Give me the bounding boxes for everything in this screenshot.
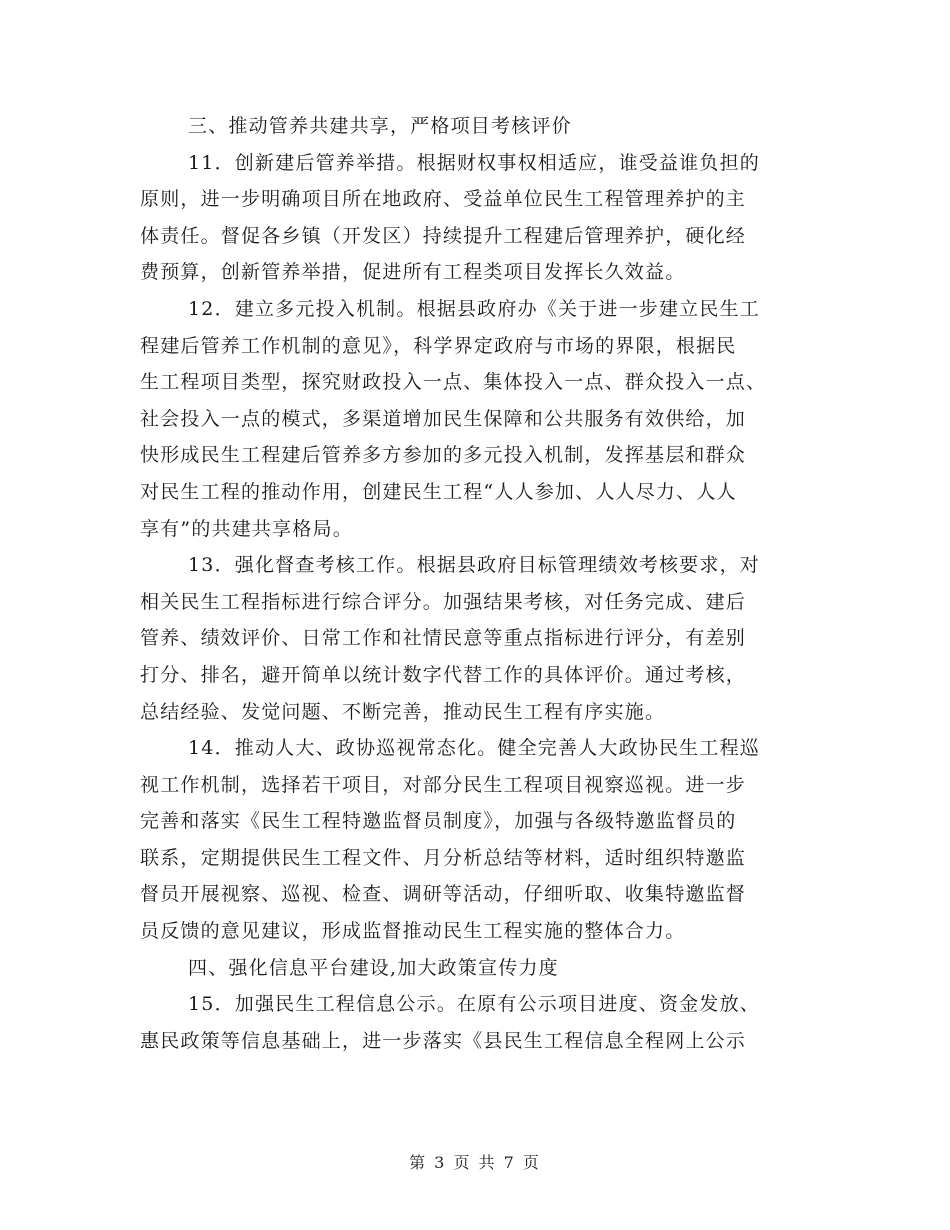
paragraph-12-line: 享有”的共建共享格局。: [140, 517, 353, 540]
paragraph-12-line: 快形成民生工程建后管养多方参加的多元投入机制，发挥基层和群众: [140, 444, 747, 467]
paragraph-12-line: 社会投入一点的模式，多渠道增加民生保障和公共服务有效供给，加: [140, 407, 747, 430]
paragraph-12-line: 生工程项目类型，探究财政投入一点、集体投入一点、群众投入一点、: [140, 371, 767, 394]
paragraph-13-line: 管养、绩效评价、日常工作和社情民意等重点指标进行评分，有差别: [140, 627, 747, 650]
section-heading-4: 四、强化信息平台建设,加大政策宣传力度: [188, 956, 559, 979]
paragraph-15-line: 15．加强民生工程信息公示。在原有公示项目进度、资金发放、: [188, 993, 760, 1016]
paragraph-12-line: 程建后管养工作机制的意见》，科学界定政府与市场的界限，根据民: [140, 334, 737, 357]
paragraph-13-line: 13．强化督查考核工作。根据县政府目标管理绩效考核要求，对: [188, 554, 760, 577]
paragraph-15-line: 惠民政策等信息基础上，进一步落实《县民生工程信息全程网上公示: [140, 1029, 747, 1052]
paragraph-12-line: 对民生工程的推动作用，创建民生工程“人人参加、人人尽力、人人: [140, 480, 737, 503]
paragraph-14-line: 14．推动人大、政协巡视常态化。健全完善人大政协民生工程巡: [188, 737, 760, 760]
section-heading-3: 三、推动管养共建共享，严格项目考核评价: [188, 115, 572, 137]
page-number-footer: 第 3 页 共 7 页: [409, 1153, 541, 1172]
paragraph-12-line: 12．建立多元投入机制。根据县政府办《关于进一步建立民生工: [188, 297, 760, 320]
paragraph-14-line: 完善和落实《民生工程特邀监督员制度》，加强与各级特邀监督员的: [140, 810, 737, 833]
paragraph-14-line: 联系，定期提供民生工程文件、月分析总结等材料，适时组织特邀监: [140, 846, 747, 869]
paragraph-11-line: 11．创新建后管养举措。根据财权事权相适应，谁受益谁负担的: [188, 151, 760, 174]
document-body: [140, 108, 810, 1059]
paragraph-11-line: 体责任。督促各乡镇（开发区）持续提升工程建后管理养护，硬化经: [140, 224, 747, 247]
paragraph-13-line: 打分、排名，避开简单以统计数字代替工作的具体评价。通过考核，: [140, 663, 747, 686]
paragraph-13-line: 相关民生工程指标进行综合评分。加强结果考核，对任务完成、建后: [140, 590, 747, 613]
paragraph-11-line: 原则，进一步明确项目所在地政府、受益单位民生工程管理养护的主: [140, 188, 747, 211]
paragraph-14-line: 督员开展视察、巡视、检查、调研等活动，仔细听取、收集特邀监督: [140, 883, 747, 906]
paragraph-13-line: 总结经验、发觉问题、不断完善，推动民生工程有序实施。: [140, 700, 666, 723]
paragraph-14-line: 视工作机制，选择若干项目，对部分民生工程项目视察巡视。进一步: [140, 773, 747, 796]
paragraph-14-line: 员反馈的意见建议，形成监督推动民生工程实施的整体合力。: [140, 920, 686, 943]
paragraph-11-line: 费预算，创新管养举措，促进所有工程类项目发挥长久效益。: [140, 261, 686, 284]
